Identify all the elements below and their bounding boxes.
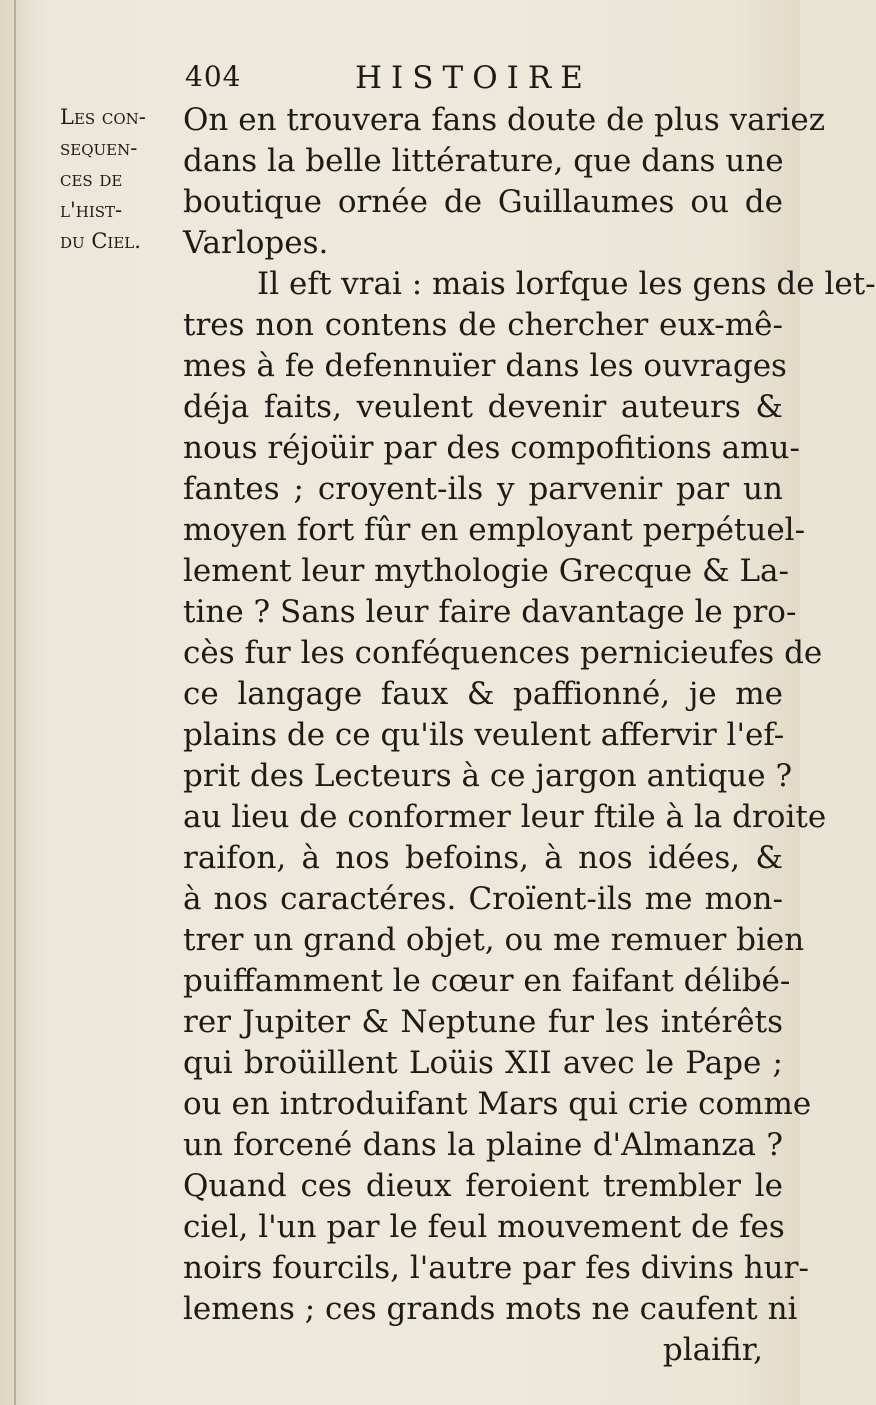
text-line: fantes ; croyent-ils y parvenir par un <box>183 471 783 507</box>
text-line: un forcené dans la plaine d'Almanza ? <box>183 1127 783 1163</box>
margin-note-line: du Ciel. <box>60 229 141 253</box>
text-line: ce langage faux & paffionné, je me <box>183 676 783 712</box>
text-line: prit des Lecteurs à ce jargon antique ? <box>183 758 793 794</box>
text-line: tine ? Sans leur faire davantage le pro- <box>183 594 797 630</box>
margin-note-line: l'hist- <box>60 198 123 222</box>
text-line: à nos caractéres. Croïent-ils me mon- <box>183 881 783 917</box>
text-line: raifon, à nos befoins, à nos idées, & <box>183 840 783 876</box>
text-line: plains de ce qu'ils veulent affervir l'ef- <box>183 717 785 753</box>
page-header <box>185 60 785 100</box>
text-line: Varlopes. <box>183 225 329 261</box>
text-line: lement leur mythologie Grecque & La- <box>183 553 789 589</box>
running-head: HISTOIRE <box>355 60 592 96</box>
text-line: On en trouvera fans doute de plus variez <box>183 102 826 138</box>
text-line: mes à fe defennuïer dans les ouvrages <box>183 348 787 384</box>
text-line: déja faits, veulent devenir auteurs & <box>183 389 783 425</box>
text-line: nous réjoüir par des compofitions amu- <box>183 430 800 466</box>
text-line: boutique ornée de Guillaumes ou de <box>183 184 783 220</box>
text-line: tres non contens de chercher eux-mê- <box>183 307 783 343</box>
page-number: 404 <box>185 60 242 93</box>
text-line: lemens ; ces grands mots ne caufent ni <box>183 1291 798 1327</box>
margin-note-line: ces de <box>60 167 123 191</box>
text-line: qui broüillent Loüis XII avec le Pape ; <box>183 1045 783 1081</box>
text-line: moyen fort fûr en employant perpétuel- <box>183 512 806 548</box>
text-line: ou en introduifant Mars qui crie comme <box>183 1086 812 1122</box>
text-line: Il eft vrai : mais lorfque les gens de let- <box>257 266 876 302</box>
margin-note <box>60 102 178 257</box>
text-line: dans la belle littérature, que dans une <box>183 143 784 179</box>
text-line: rer Jupiter & Neptune fur les intérêts <box>183 1004 783 1040</box>
text-line: trer un grand objet, ou me remuer bien <box>183 922 805 958</box>
text-line: ciel, l'un par le feul mouvement de fes <box>183 1209 785 1245</box>
catchword: plaifir, <box>662 1332 763 1368</box>
margin-note-line: sequen- <box>60 136 138 160</box>
text-line: au lieu de conformer leur ftile à la droite <box>183 799 827 835</box>
text-line: Quand ces dieux feroient trembler le <box>183 1168 783 1204</box>
margin-note-line: Les con- <box>60 105 146 129</box>
text-line: puiffamment le cœur en faifant délibé- <box>183 963 791 999</box>
body-text <box>183 100 876 1371</box>
page-edge-rule <box>14 0 16 1405</box>
text-line: noirs fourcils, l'autre par fes divins hur- <box>183 1250 809 1286</box>
text-line: cès fur les conféquences pernicieufes de <box>183 635 823 671</box>
